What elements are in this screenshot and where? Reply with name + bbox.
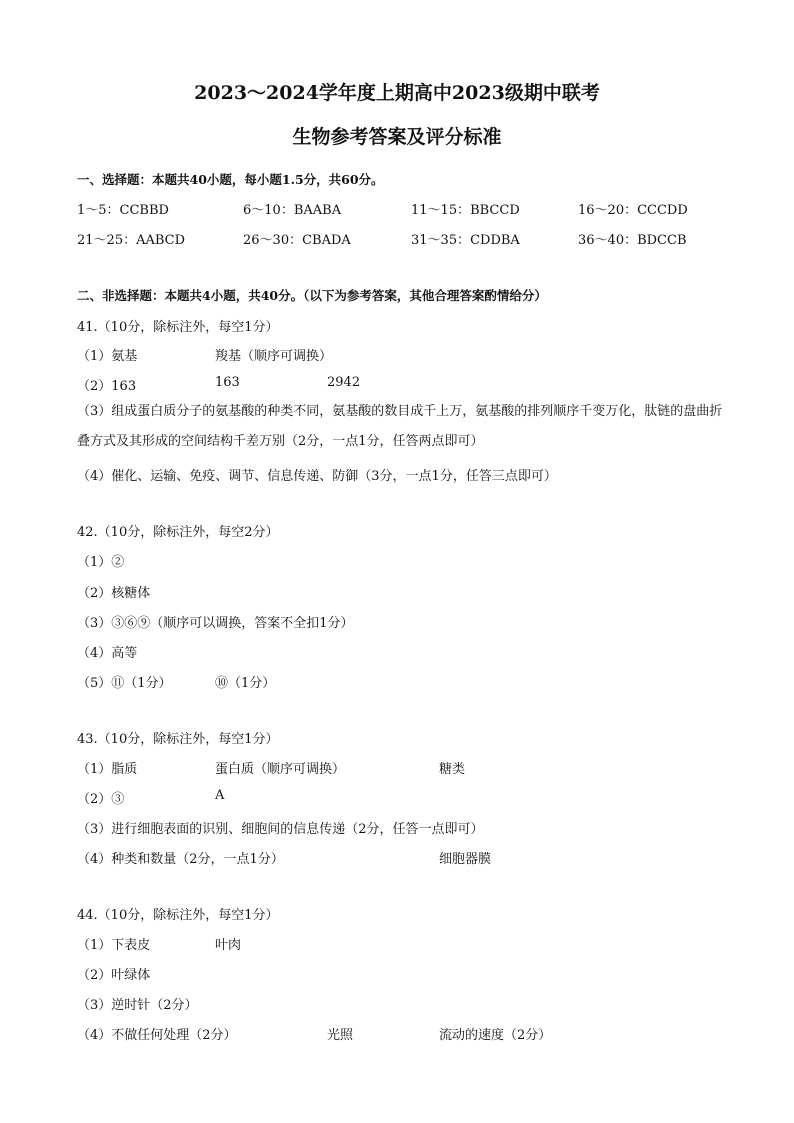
choice-group: 21～25：AABCD [77, 233, 186, 248]
q44-answer-4: 光照 [327, 1028, 354, 1043]
q42-answer-5: ⑩（1分） [215, 676, 276, 691]
q43-answer-2: A [215, 788, 225, 803]
q43-answer-4: 细胞器膜 [439, 852, 492, 867]
q43-answer-1: 蛋白质（顺序可调换） [215, 762, 346, 777]
q42-heading: 42.（10分，除标注外，每空2分） [77, 525, 279, 540]
q41-answer-2: （2）163 [77, 379, 137, 394]
q43-answer-2: （2）③ [77, 792, 125, 807]
q44-heading: 44.（10分，除标注外，每空1分） [77, 908, 279, 923]
q41-answer-2: 163 [215, 375, 240, 390]
q42-answer-2: （2）核糖体 [77, 586, 151, 601]
document-title: 2023～2024学年度上期高中2023级期中联考 [194, 82, 600, 104]
choice-group: 26～30：CBADA [243, 233, 351, 248]
choice-group: 1～5：CCBBD [77, 203, 169, 218]
q44-answer-1: （1）下表皮 [77, 938, 151, 953]
q43-answer-4: （4）种类和数量（2分，一点1分） [77, 852, 284, 867]
choice-group: 16～20：CCCDD [578, 203, 688, 218]
q43-heading: 43.（10分，除标注外，每空1分） [77, 732, 279, 747]
document-subtitle: 生物参考答案及评分标准 [292, 126, 502, 148]
q41-answer-4: （4）催化、运输、免疫、调节、信息传递、防御（3分，一点1分，任答三点即可） [77, 469, 557, 484]
q41-answer-3: （3）组成蛋白质分子的氨基酸的种类不同，氨基酸的数目成千上万，氨基酸的排列顺序千变万化，肽链的盘曲折叠方式及其形成的空间结构千差万别（2分，一点1分，任答两点即可） [77, 404, 723, 449]
q44-answer-4: （4）不做任何处理（2分） [77, 1028, 237, 1043]
q42-answer-4: （4）高等 [77, 646, 138, 661]
q42-answer-3: （3）③⑥⑨（顺序可以调换，答案不全扣1分） [77, 616, 354, 631]
choice-group: 31～35：CDDBA [411, 233, 520, 248]
choice-group: 36～40：BDCCB [578, 233, 687, 248]
q42-answer-5: （5）⑪（1分） [77, 676, 172, 691]
q41-answer-1: 羧基（顺序可调换） [215, 349, 333, 364]
q43-answer-3: （3）进行细胞表面的识别、细胞间的信息传递（2分，任答一点即可） [77, 822, 484, 837]
q44-answer-2: （2）叶绿体 [77, 968, 151, 983]
q44-answer-1: 叶肉 [215, 938, 242, 953]
section-1-heading: 一、选择题：本题共40小题，每小题1.5分，共60分。 [77, 172, 384, 187]
q44-answer-3: （3）逆时针（2分） [77, 998, 198, 1013]
q42-answer-1: （1）② [77, 555, 125, 570]
q43-answer-1: 糖类 [439, 762, 466, 777]
section-2-heading: 二、非选择题：本题共4小题，共40分。（以下为参考答案，其他合理答案酌情给分） [77, 288, 547, 303]
choice-group: 6～10：BAABA [243, 203, 342, 218]
q41-answer-2: 2942 [327, 375, 361, 390]
q44-answer-4: 流动的速度（2分） [439, 1028, 552, 1043]
q43-answer-1: （1）脂质 [77, 762, 138, 777]
choice-group: 11～15：BBCCD [411, 203, 520, 218]
q41-answer-1: （1）氨基 [77, 349, 138, 364]
q41-heading: 41.（10分，除标注外，每空1分） [77, 320, 279, 335]
